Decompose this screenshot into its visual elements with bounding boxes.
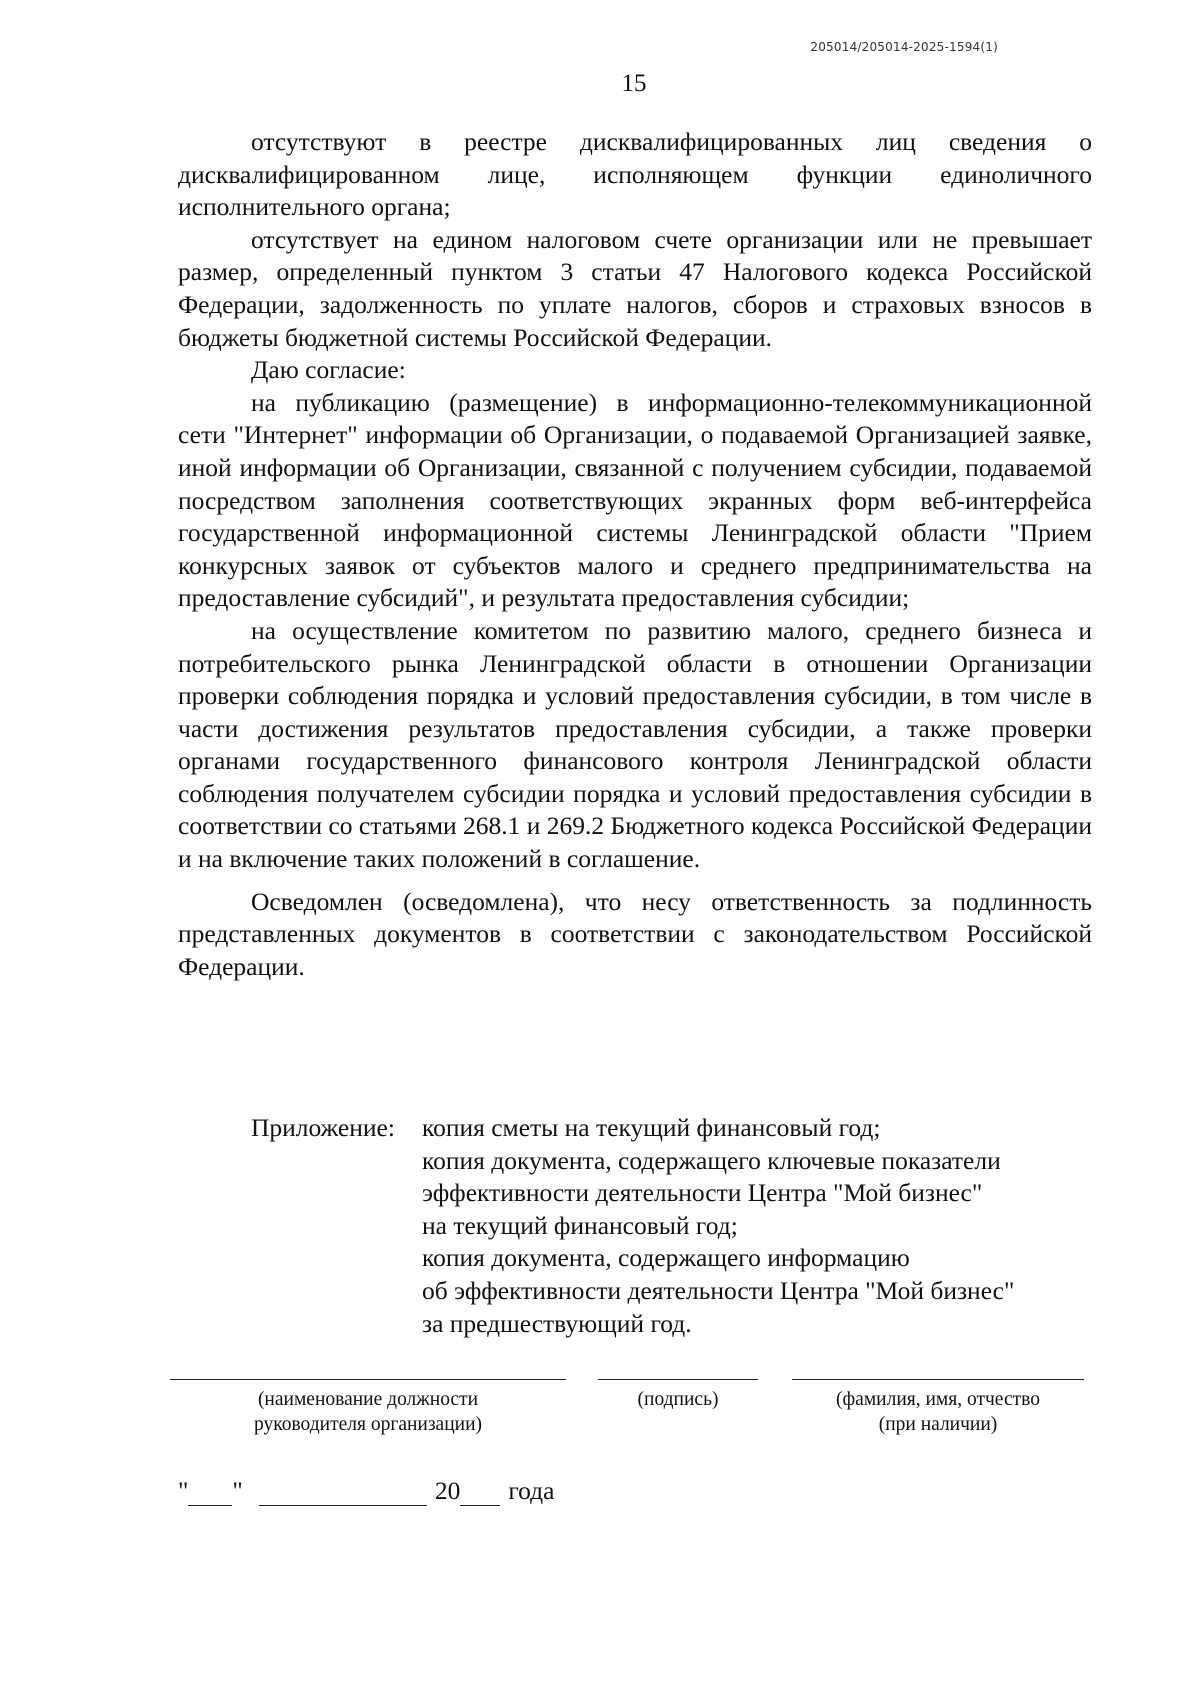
year-prefix: 20 (434, 1476, 461, 1505)
date-line (178, 1476, 554, 1506)
appendix-item: за предшествующий год. (422, 1308, 692, 1338)
position-caption: (наименование должности руководителя организации) (253, 1389, 483, 1435)
appendix-item: эффективности деятельности Центра "Мой бизнес" (422, 1178, 983, 1208)
paragraph: Осведомлен (осведомлена), что несу ответственность за подлинность представленных документов в соответствии с законодательством Российской Федерации. (178, 886, 1092, 981)
position-signature-line (170, 1379, 566, 1380)
paragraph: отсутствуют в реестре дисквалифицированных лиц сведения о дисквалифицированном лице, исполняющем функции единоличного исполнительного органа; (178, 127, 1092, 222)
appendix-item: на текущий финансовый год; (422, 1210, 738, 1240)
signature-line (598, 1379, 758, 1380)
appendix (251, 1112, 1014, 1340)
name-signature-line (792, 1379, 1084, 1380)
date-open-quote: " (178, 1476, 189, 1505)
appendix-item: копия документа, содержащего информацию (422, 1243, 910, 1273)
appendix-label: Приложение: (251, 1113, 395, 1142)
document-body (178, 126, 1092, 983)
document-id: 205014/205014-2025-1594(1) (810, 40, 998, 54)
appendix-list (422, 1112, 1014, 1340)
signature-caption: (подпись) (637, 1389, 719, 1410)
appendix-item: об эффективности деятельности Центра "Мой бизнес" (422, 1275, 1015, 1305)
paragraph: Даю согласие: (251, 355, 406, 385)
paragraph: на осуществление комитетом по развитию малого, среднего бизнеса и потребительского рынка Ленинградской области в отношении Организации проверки соблюдения порядка и условий предоставления субсидии, в том числе в части достижения результатов предоставления субсидии, а также проверки органами государственного финансового контроля Ленинградской области соблюдения получателем субсидии порядка и условий предоставления субсидии в соответствии со статьями 268.1 и 269.2 Бюджетного кодекса Российской Федерации и на включение таких положений в соглашение. (178, 615, 1092, 874)
appendix-item: копия документа, содержащего ключевые показатели (422, 1145, 1001, 1175)
paragraph: на публикацию (размещение) в информационно-телекоммуникационной сети "Интернет" информации об Организации, о подаваемой Организацией заявке, иной информации об Организации, связанной с получением субсидии, подаваемой посредством заполнения соответствующих экранных форм веб-интерфейса государственной информационной системы Ленинградской области "Прием конкурсных заявок от субъектов малого и среднего предпринимательства на предоставление субсидий", и результата предоставления субсидии; (178, 387, 1092, 613)
year-blank (460, 1481, 500, 1506)
month-blank (259, 1481, 427, 1506)
day-blank (188, 1481, 232, 1506)
paragraph: отсутствует на едином налоговом счете организации или не превышает размер, определенный пунктом 3 статьи 47 Налогового кодекса Российской Федерации, задолженность по уплате налогов, сборов и страховых взносов в бюджеты бюджетной системы Российской Федерации. (178, 224, 1092, 352)
name-caption: (фамилия, имя, отчество (при наличии) (836, 1389, 1040, 1435)
page-number: 15 (621, 70, 647, 97)
appendix-item: копия сметы на текущий финансовый год; (422, 1113, 881, 1142)
date-close-quote: " (232, 1476, 243, 1505)
year-suffix: года (508, 1476, 555, 1505)
